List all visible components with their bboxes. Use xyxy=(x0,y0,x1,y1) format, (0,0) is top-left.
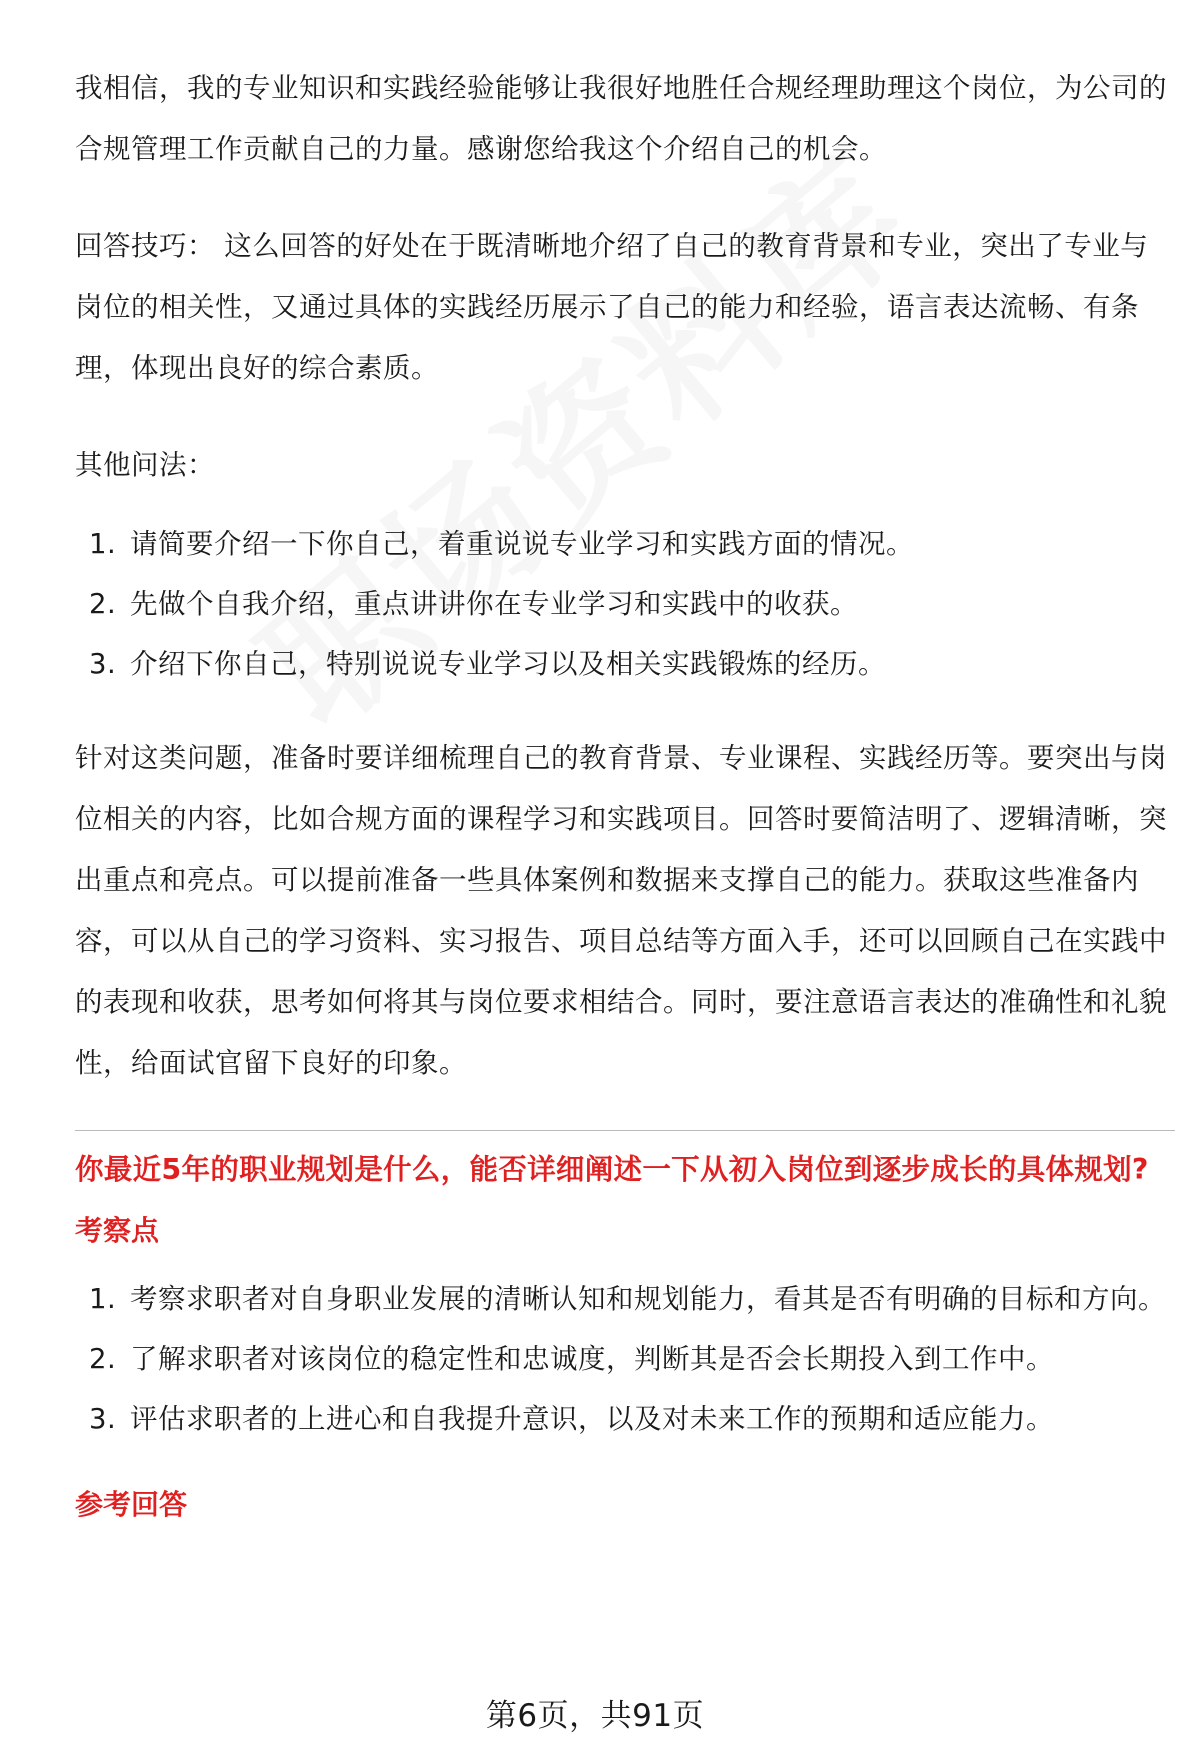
list-text: 先做个自我介绍，重点讲讲你在专业学习和实践中的收获。 xyxy=(130,588,858,620)
list-text: 了解求职者对该岗位的稳定性和忠诚度，判断其是否会长期投入到工作中。 xyxy=(130,1343,1054,1375)
list-number: 2. xyxy=(89,588,117,620)
list-text: 介绍下你自己，特别说说专业学习以及相关实践锻炼的经历。 xyxy=(130,648,886,680)
list-item xyxy=(75,1389,1175,1449)
list-number: 2. xyxy=(89,1343,117,1375)
other-questions-list xyxy=(75,514,1175,694)
list-text: 请简要介绍一下你自己，着重说说专业学习和实践方面的情况。 xyxy=(130,528,914,560)
document-body xyxy=(75,58,1175,1543)
paragraph-preparation-advice: 针对这类问题，准备时要详细梳理自己的教育背景、专业课程、实践经历等。要突出与岗位相关的内容，比如合规方面的课程学习和实践项目。回答时要简洁明了、逻辑清晰，突出重点和亮点。可以提前准备一些具体案例和数据来支撑自己的能力。获取这些准备内容，可以从自己的学习资料、实习报告、项目总结等方面入手，还可以回顾自己在实践中的表现和收获，思考如何将其与岗位要求相结合。同时，要注意语言表达的准确性和礼貌性，给面试官留下良好的印象。 xyxy=(75,742,1167,1079)
question-heading: 你最近5年的职业规划是什么，能否详细阐述一下从初入岗位到逐步成长的具体规划? xyxy=(75,1153,1149,1186)
kaocha-points-list xyxy=(75,1269,1175,1449)
list-text: 考察求职者对自身职业发展的清晰认知和规划能力，看其是否有明确的目标和方向。 xyxy=(130,1283,1166,1315)
list-number: 1. xyxy=(89,1283,117,1315)
section-heading-cankao: 参考回答 xyxy=(75,1488,188,1521)
section-heading-kaocha: 考察点 xyxy=(75,1214,160,1247)
list-item xyxy=(75,1329,1175,1389)
paragraph-conclusion: 我相信，我的专业知识和实践经验能够让我很好地胜任合规经理助理这个岗位，为公司的合规管理工作贡献自己的力量。感谢您给我这个介绍自己的机会。 xyxy=(75,72,1167,165)
list-number: 3. xyxy=(89,1403,117,1435)
list-item xyxy=(75,1269,1175,1329)
list-number: 3. xyxy=(89,648,117,680)
page-number-footer: 第6页，共91页 xyxy=(485,1698,705,1734)
list-item xyxy=(75,634,1175,694)
paragraph-answer-tips: 回答技巧： 这么回答的好处在于既清晰地介绍了自己的教育背景和专业，突出了专业与岗位的相关性，又通过具体的实践经历展示了自己的能力和经验，语言表达流畅、有条理，体现出良好的综合素质。 xyxy=(75,230,1149,384)
list-text: 评估求职者的上进心和自我提升意识，以及对未来工作的预期和适应能力。 xyxy=(130,1403,1054,1435)
section-divider xyxy=(75,1130,1175,1131)
list-item xyxy=(75,574,1175,634)
list-number: 1. xyxy=(89,528,117,560)
other-questions-label: 其他问法： xyxy=(75,449,215,481)
list-item xyxy=(75,514,1175,574)
